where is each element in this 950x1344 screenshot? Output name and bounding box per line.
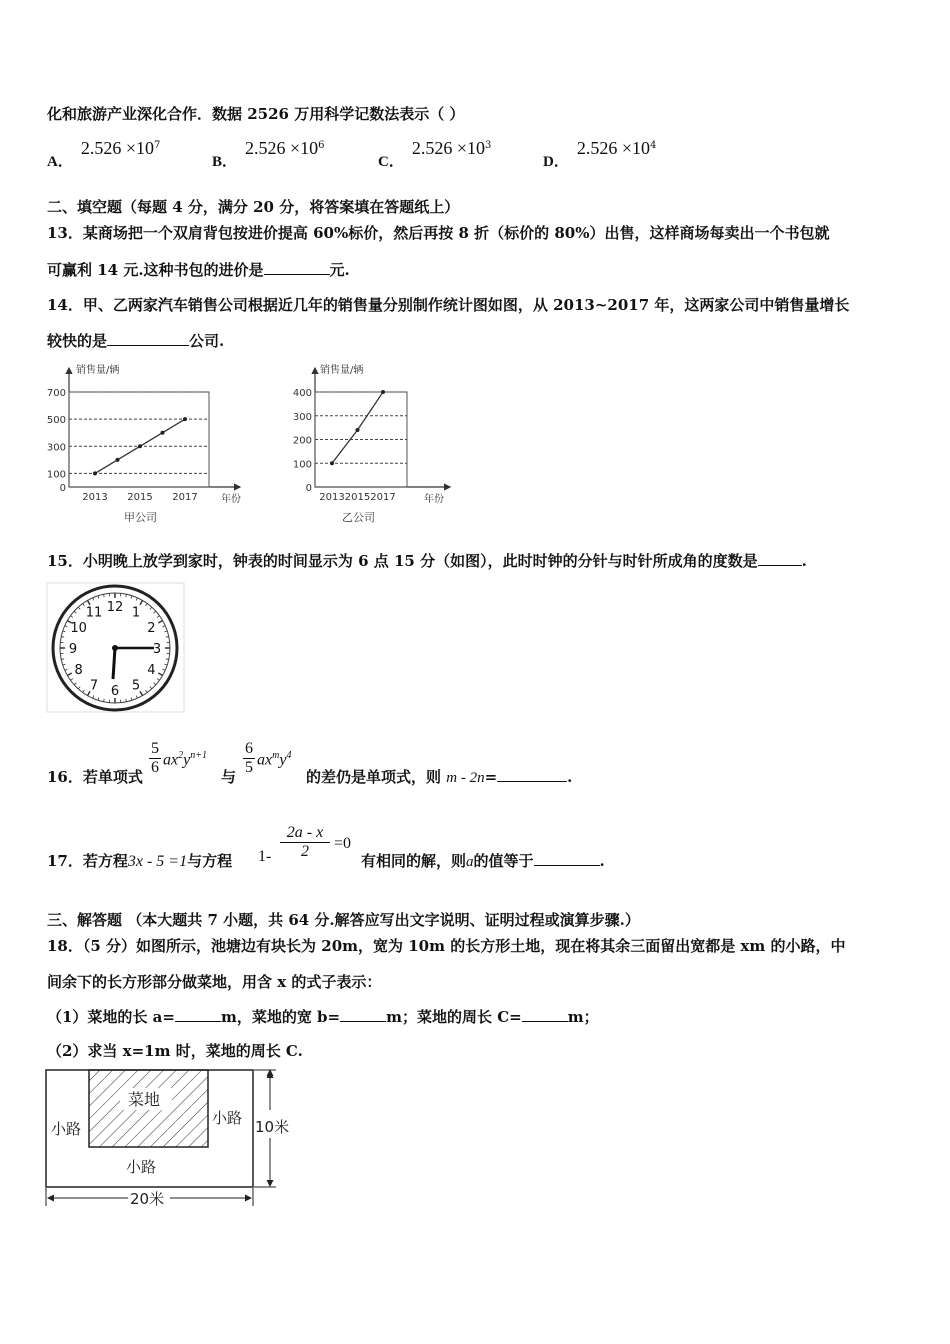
q17-eq2-fraction: $\frac{2a - x}{2}$ — [280, 824, 330, 861]
q17-eq2-left: 1- — [258, 848, 272, 865]
yi-point — [330, 461, 334, 465]
jia-point — [161, 431, 165, 435]
width-label: 10米 — [255, 1118, 290, 1136]
q14-line2: 较快的是 公司. — [47, 332, 225, 350]
q12-option-b[interactable]: B．$2.526 \times 10^6$ — [212, 138, 325, 170]
q18-line2: 间余下的长方形部分做菜地，用含 x 的式子表示： — [47, 973, 382, 991]
q12-stem: 化和旅游产业深化合作．数据 2526 万用科学记数法表示（ ） — [47, 105, 465, 123]
jia-xtick-label: 2015 — [127, 492, 153, 503]
clock-number: 9 — [68, 642, 78, 657]
clock-hour-hand — [113, 648, 115, 679]
chart-jia-ylabel: 销售量/辆 — [76, 365, 120, 376]
q16-prefix: 16．若单项式 — [47, 768, 143, 786]
clock-number: 5 — [131, 678, 141, 694]
q18-blank-b[interactable] — [340, 1007, 386, 1022]
section2-heading: 二、填空题（每题 4 分，满分 20 分，将答案填在答题纸上） — [47, 198, 460, 216]
q13-line2: 可赢利 14 元.这种书包的进价是 元. — [47, 261, 350, 279]
q17-line: 17．若方程3x - 5 =1与方程 — [47, 852, 233, 870]
chart-yi-xlabel: 年份 — [424, 494, 444, 505]
q17-eq2-right: =0 — [334, 835, 352, 852]
q18-blank-a[interactable] — [175, 1007, 221, 1022]
q16-suffix: 的差仍是单项式，则 m - 2n= . — [306, 768, 573, 786]
yi-ytick-label: 300 — [292, 411, 312, 423]
q16-term-2: $ax^my^4$ — [257, 750, 292, 769]
q17-suffix: 有相同的解，则a的值等于 . — [361, 852, 605, 870]
chart-jia — [40, 360, 260, 530]
clock-number: 1 — [131, 605, 141, 621]
jia-xtick-label: 2013 — [82, 492, 108, 503]
q15-text: 15．小明晚上放学到家时，钟表的时间显示为 6 点 15 分（如图），此时时钟的分针与时针所成角的度数是 . — [47, 552, 807, 570]
yi-series-line — [332, 392, 383, 463]
q16-fraction-1: $\frac{5}{6}$ — [151, 740, 159, 776]
clock-number: 8 — [74, 663, 83, 678]
yi-xtick-label: 2015 — [344, 492, 371, 503]
field-figure — [40, 1066, 300, 1216]
jia-ytick-label: 700 — [46, 388, 66, 399]
yi-xtick-label: 2013 — [319, 492, 345, 503]
jia-ytick-label: 500 — [46, 415, 66, 427]
clock-number: 12 — [106, 600, 124, 615]
q18-part1: （1）菜地的长 a= m，菜地的宽 b= m；菜地的周长 C= m； — [47, 1008, 599, 1026]
chart-jia-title: 甲公司 — [124, 511, 157, 524]
clock-number: 6 — [110, 684, 120, 699]
jia-point — [116, 458, 120, 462]
clock-number: 7 — [89, 678, 99, 694]
clock-number: 4 — [147, 663, 156, 678]
clock-number: 10 — [70, 621, 87, 636]
q16-fraction-2: $\frac{6}{5}$ — [245, 740, 253, 776]
q16-term-1: $ax^2y^{n+1}$ — [163, 750, 207, 769]
vegetable-plot-label: 菜地 — [128, 1090, 161, 1109]
yi-point — [356, 428, 360, 432]
clock-number: 2 — [147, 621, 156, 636]
q18-part2: （2）求当 x=1m 时，菜地的周长 C. — [47, 1042, 303, 1060]
q14-line1: 14．甲、乙两家汽车销售公司根据近几年的销售量分别制作统计图如图，从 2013~2017 年，这两家公司中销售量增长 — [47, 296, 850, 314]
yi-ytick-label: 200 — [292, 435, 312, 447]
jia-xtick-label: 2017 — [172, 492, 198, 503]
q13-line1: 13．某商场把一个双肩背包按进价提高 60%标价，然后再按 8 折（标价的 80%）出售，这样商场每卖出一个书包就 — [47, 224, 830, 242]
q12-option-a[interactable]: A．$2.526 \times 10^7$ — [47, 138, 161, 170]
path-right-label: 小路 — [212, 1109, 243, 1127]
section3-heading: 三、解答题 （本大题共 7 小题，共 64 分.解答应写出文字说明、证明过程或演算步骤.） — [47, 911, 640, 929]
q17-answer-blank[interactable] — [534, 851, 600, 866]
length-label: 20米 — [130, 1190, 165, 1208]
q12-option-d[interactable]: D．$2.526 \times 10^4$ — [543, 138, 657, 170]
q15-answer-blank[interactable] — [758, 551, 802, 566]
jia-frame — [69, 392, 209, 487]
clock-number: 3 — [152, 642, 162, 657]
jia-point — [138, 444, 142, 448]
q13-answer-blank[interactable] — [264, 260, 330, 275]
yi-point — [381, 390, 385, 394]
jia-ytick-label: 0 — [59, 483, 66, 494]
yi-xtick-label: 2017 — [370, 492, 396, 503]
jia-point — [183, 417, 187, 421]
jia-ytick-label: 300 — [46, 442, 66, 454]
q18-blank-c[interactable] — [522, 1007, 568, 1022]
q18-line1: 18．（5 分）如图所示，池塘边有块长为 20m，宽为 10m 的长方形土地，现在将其余三面留出宽都是 xm 的小路，中 — [47, 937, 846, 955]
path-left-label: 小路 — [51, 1120, 82, 1138]
q16-mid: 与 — [221, 768, 237, 786]
chart-yi-title: 乙公司 — [342, 511, 375, 524]
chart-jia-xlabel: 年份 — [221, 494, 241, 505]
q14-answer-blank[interactable] — [107, 331, 189, 346]
jia-ytick-label: 100 — [46, 469, 66, 481]
chart-yi-ylabel: 销售量/辆 — [320, 365, 364, 376]
jia-point — [93, 471, 97, 475]
yi-ytick-label: 0 — [305, 483, 312, 494]
clock-center — [112, 645, 118, 651]
chart-yi — [282, 360, 462, 530]
q16-answer-blank[interactable] — [497, 767, 567, 782]
path-bottom-label: 小路 — [126, 1158, 157, 1176]
yi-ytick-label: 100 — [292, 459, 312, 471]
clock-figure — [46, 582, 186, 714]
clock-number: 11 — [85, 605, 103, 621]
yi-ytick-label: 400 — [292, 388, 312, 399]
q12-option-c[interactable]: C．$2.526 \times 10^3$ — [378, 138, 492, 170]
